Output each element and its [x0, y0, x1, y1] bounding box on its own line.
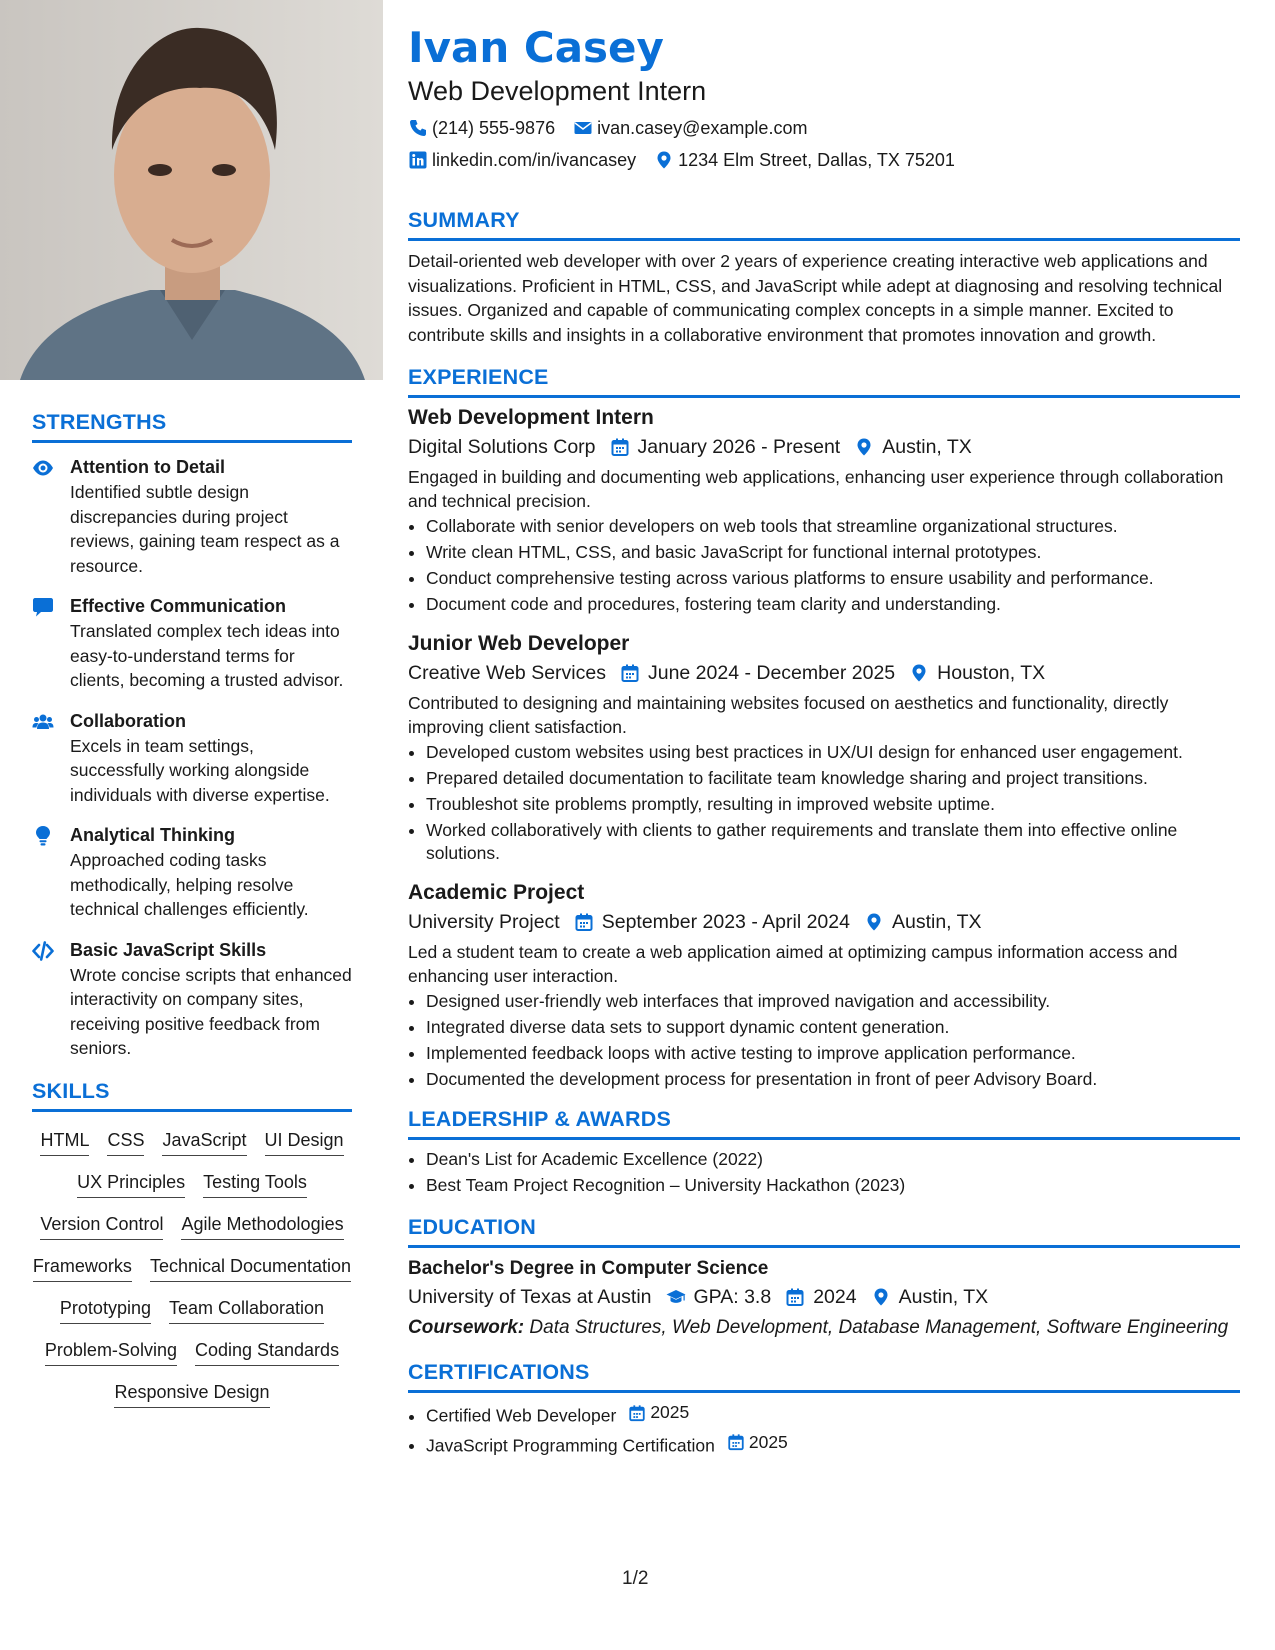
job-bullet: • Prepared detailed documentation to facilitate team knowledge sharing and project transitions.	[426, 767, 1240, 790]
skill-tag: Version Control	[40, 1212, 163, 1240]
phone-contact[interactable]	[408, 118, 555, 139]
contact-row-2	[408, 144, 1240, 176]
address-text: 1234 Elm Street, Dallas, TX 75201	[678, 149, 955, 170]
strength-item	[32, 455, 352, 578]
education-year	[785, 1282, 856, 1312]
coursework-text: Data Structures, Web Development, Database Management, Software Engineering	[529, 1317, 1229, 1338]
strength-item	[32, 823, 352, 922]
gpa-text: GPA: 3.8	[693, 1286, 772, 1308]
linkedin-text: linkedin.com/in/ivancasey	[432, 149, 637, 170]
candidate-role: Web Development Intern	[408, 76, 707, 106]
skills-list	[32, 1128, 352, 1408]
job-company	[408, 907, 560, 937]
job-bullet: • Troubleshot site problems promptly, resulting in improved website uptime.	[426, 793, 1240, 816]
job-bullets	[408, 515, 1240, 616]
envelope-icon	[573, 118, 593, 138]
candidate-name: Ivan Casey	[408, 23, 664, 72]
job-title: Junior Web Developer	[408, 632, 630, 655]
sidebar	[0, 0, 383, 1650]
job-title: Web Development Intern	[408, 406, 654, 429]
summary-heading: SUMMARY	[408, 208, 1240, 241]
certification-name: Certified Web Developer	[426, 1405, 617, 1426]
job-bullet: • Documented the development process for presentation in front of peer Advisory Board.	[426, 1068, 1240, 1091]
coursework-label: Coursework:	[408, 1317, 525, 1338]
skill-tag: JavaScript	[162, 1128, 246, 1156]
job-location	[864, 907, 982, 937]
strengths-list	[32, 455, 352, 1061]
dates-text: January 2026 - Present	[637, 436, 841, 458]
chat-icon	[32, 594, 70, 693]
job-bullet: • Write clean HTML, CSS, and basic JavaScript for functional internal prototypes.	[426, 541, 1240, 564]
calendar-icon	[574, 912, 594, 932]
skill-tag: Technical Documentation	[150, 1254, 351, 1282]
job-entry	[408, 879, 1240, 1091]
strength-item	[32, 709, 352, 808]
job-location	[854, 432, 972, 462]
linkedin-contact[interactable]	[408, 150, 636, 171]
location-pin-icon	[871, 1287, 891, 1307]
strength-title: Basic JavaScript Skills	[70, 939, 267, 960]
calendar-icon	[727, 1433, 745, 1451]
job-bullet: • Designed user-friendly web interfaces that improved navigation and accessibility.	[426, 990, 1240, 1013]
summary-text: Detail-oriented web developer with over 2 years of experience creating interactive web applications and visualizations. Proficient in HTML, CSS, and JavaScript while adept at diagnosing and resolving technical issues. Organized and capable of communicating complex concepts in a simple manner. Excited to contribute skills and insights in a collaborative environment that promotes innovation and growth.	[408, 251, 1223, 345]
job-dates	[610, 432, 841, 462]
education-meta	[408, 1282, 1240, 1312]
skill-tag: CSS	[107, 1128, 144, 1156]
certification-item	[426, 1431, 1240, 1458]
address-contact	[654, 150, 955, 171]
calendar-icon	[610, 437, 630, 457]
job-description: Contributed to designing and maintaining websites focused on aesthetics and functionality, directly improving client satisfaction.	[408, 693, 1169, 737]
location-pin-icon	[654, 150, 674, 170]
job-bullet: • Developed custom websites using best practices in UX/UI design for enhanced user engagement.	[426, 741, 1240, 764]
contact-row-1	[408, 112, 1240, 144]
skill-tag: Responsive Design	[114, 1380, 269, 1408]
strength-desc: Excels in team settings, successfully working alongside individuals with diverse expertise.	[70, 735, 330, 805]
experience-heading: EXPERIENCE	[408, 365, 1240, 398]
education-location	[871, 1282, 989, 1312]
job-bullet: • Conduct comprehensive testing across various platforms to ensure usability and performance.	[426, 567, 1240, 590]
award-item: • Best Team Project Recognition – University Hackathon (2023)	[426, 1174, 1240, 1197]
certification-date	[628, 1401, 689, 1424]
job-bullets	[408, 741, 1240, 865]
education-degree: Bachelor's Degree in Computer Science	[408, 1258, 769, 1279]
job-description: Led a student team to create a web application aimed at optimizing campus information access and enhancing user interaction.	[408, 942, 1178, 986]
calendar-icon	[628, 1404, 646, 1422]
location-text: Austin, TX	[882, 436, 972, 458]
skill-tag: Agile Methodologies	[181, 1212, 343, 1240]
certifications-list	[408, 1401, 1240, 1457]
strength-body	[70, 709, 352, 808]
strength-body	[70, 823, 352, 922]
strength-title: Attention to Detail	[70, 457, 225, 477]
strength-desc: Translated complex tech ideas into easy-to-understand terms for clients, becoming a trusted advisor.	[70, 621, 344, 690]
skill-tag: Prototyping	[60, 1296, 151, 1324]
strength-item	[32, 594, 352, 693]
school-name: University of Texas at Austin	[408, 1286, 652, 1308]
award-item: • Dean's List for Academic Excellence (2022)	[426, 1148, 1240, 1171]
main-content	[408, 22, 1240, 1460]
company-name: Digital Solutions Corp	[408, 436, 596, 458]
job-entry	[408, 404, 1240, 616]
certifications-heading: CERTIFICATIONS	[408, 1360, 1240, 1393]
code-icon	[32, 938, 70, 1061]
location-text: Austin, TX	[891, 911, 982, 933]
experience-list	[408, 404, 1240, 1091]
coursework	[408, 1316, 1240, 1340]
job-dates	[574, 907, 850, 937]
job-description: Engaged in building and documenting web applications, enhancing user experience through collaboration and technical precision.	[408, 467, 1224, 511]
job-bullet: • Implemented feedback loops with active testing to improve application performance.	[426, 1042, 1240, 1065]
calendar-icon	[785, 1287, 805, 1307]
strength-desc: Identified subtle design discrepancies during project reviews, gaining team respect as a resource.	[70, 482, 340, 576]
strength-title: Analytical Thinking	[70, 825, 236, 845]
education-heading: EDUCATION	[408, 1215, 1240, 1248]
job-title: Academic Project	[408, 881, 585, 904]
job-company	[408, 658, 606, 688]
job-meta	[408, 907, 1240, 937]
skill-tag: Coding Standards	[195, 1338, 339, 1366]
certification-year: 2025	[650, 1402, 690, 1422]
dates-text: June 2024 - December 2025	[647, 662, 896, 684]
education-location-text: Austin, TX	[898, 1286, 989, 1308]
dates-text: September 2023 - April 2024	[601, 911, 850, 933]
skill-tag: Frameworks	[33, 1254, 132, 1282]
company-name: Creative Web Services	[408, 662, 606, 684]
email-text: ivan.casey@example.com	[597, 117, 808, 138]
phone-icon	[408, 118, 428, 138]
certification-item	[426, 1401, 1240, 1428]
strength-item	[32, 938, 352, 1061]
company-name: University Project	[408, 911, 560, 933]
strengths-heading: STRENGTHS	[32, 410, 352, 443]
certification-year: 2025	[748, 1431, 788, 1452]
page-number: 1/2	[622, 1568, 649, 1589]
graduation-cap-icon	[666, 1287, 686, 1307]
job-location	[909, 658, 1045, 688]
strength-title: Collaboration	[70, 710, 186, 731]
skill-tag: Problem-Solving	[45, 1338, 177, 1366]
calendar-icon	[620, 663, 640, 683]
job-bullets	[408, 990, 1240, 1091]
lightbulb-icon	[32, 823, 70, 922]
phone-text: (214) 555-9876	[432, 117, 556, 138]
profile-photo	[0, 0, 383, 380]
strength-body	[70, 455, 352, 578]
job-bullet: • Document code and procedures, fostering team clarity and understanding.	[426, 593, 1240, 616]
leadership-heading: LEADERSHIP & AWARDS	[408, 1107, 1240, 1140]
job-company	[408, 432, 596, 462]
job-bullet: • Worked collaboratively with clients to gather requirements and translate them into effective online solutions.	[426, 819, 1240, 865]
job-bullet: • Collaborate with senior developers on web tools that streamline organizational structures.	[426, 515, 1240, 538]
education-gpa	[666, 1282, 772, 1312]
linkedin-icon	[408, 150, 428, 170]
job-meta	[408, 658, 1240, 688]
job-meta	[408, 432, 1240, 462]
skills-heading: SKILLS	[32, 1079, 352, 1112]
job-entry	[408, 630, 1240, 865]
location-pin-icon	[854, 437, 874, 457]
job-dates	[620, 658, 895, 688]
education-school	[408, 1282, 652, 1312]
leadership-list	[408, 1148, 1240, 1197]
certification-name: JavaScript Programming Certification	[426, 1435, 715, 1455]
strength-body	[70, 594, 352, 693]
email-contact[interactable]	[573, 118, 807, 139]
location-pin-icon	[864, 912, 884, 932]
skill-tag: HTML	[40, 1128, 89, 1156]
strength-desc: Approached coding tasks methodically, helping resolve technical challenges efficiently.	[70, 850, 309, 919]
job-bullet: • Integrated diverse data sets to support dynamic content generation.	[426, 1016, 1240, 1039]
users-icon	[32, 709, 70, 808]
strength-desc: Wrote concise scripts that enhanced interactivity on company sites, receiving positive feedback from seniors.	[70, 964, 352, 1058]
location-text: Houston, TX	[937, 662, 1046, 684]
skill-tag: Team Collaboration	[169, 1296, 324, 1324]
strength-body	[70, 938, 352, 1061]
skill-tag: UI Design	[265, 1128, 344, 1156]
strength-title: Effective Communication	[70, 596, 287, 616]
eye-icon	[32, 455, 70, 578]
certification-date	[727, 1431, 788, 1454]
location-pin-icon	[909, 663, 929, 683]
skill-tag: Testing Tools	[203, 1170, 307, 1198]
year-text: 2024	[813, 1286, 857, 1308]
skill-tag: UX Principles	[77, 1170, 185, 1198]
